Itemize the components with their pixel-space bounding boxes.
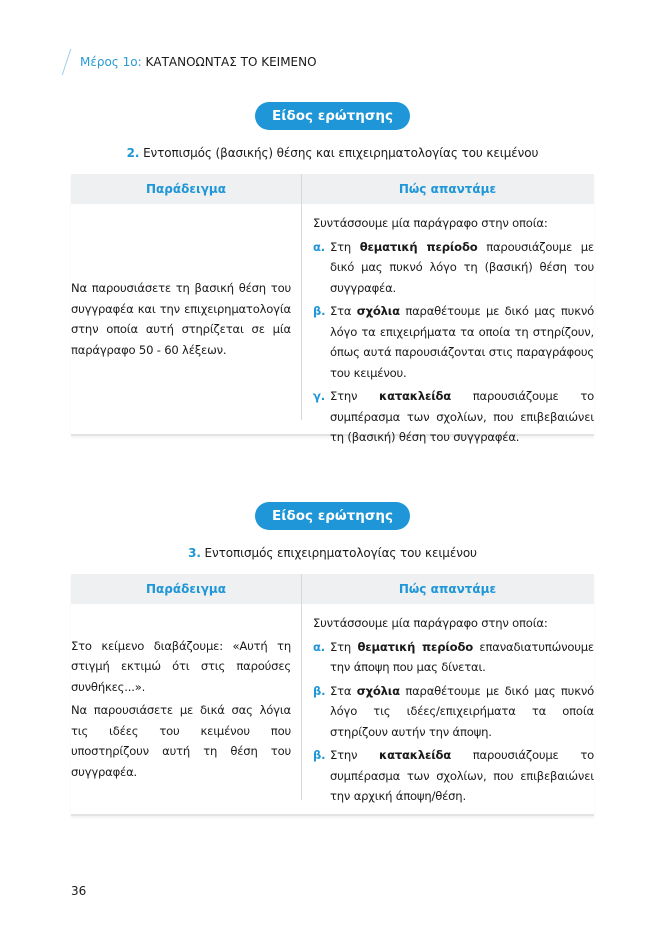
item-keyword: σχόλια (356, 683, 400, 698)
question-type-badge: Είδος ερώτησης (255, 102, 410, 130)
running-header (60, 48, 317, 76)
column-divider (301, 574, 302, 800)
item-pre: Στην (330, 389, 380, 403)
method-table (71, 174, 595, 444)
section-title-text: Εντοπισμός (βασικής) θέσης και επιχειρηματολογίας του κειμένου (139, 146, 539, 160)
question-type-badge: Είδος ερώτησης (255, 502, 410, 530)
question-type-section-3 (71, 502, 594, 816)
item-pre: Στην (330, 748, 380, 762)
item-post: παραθέτουμε με δικό μας πυκνό λόγο τις ιδέες/επιχειρήματα τα οποία στηρίζουν αυτήν την άποψη. (330, 683, 594, 739)
item-pre: Στα (330, 304, 357, 318)
item-pre: Στα (330, 683, 357, 698)
section-title-text: Εντοπισμός επιχειρηματολογίας του κειμένου (200, 546, 477, 560)
example-cell (71, 204, 301, 434)
answer-cell (301, 604, 594, 814)
section-title (71, 546, 594, 560)
table-header (71, 174, 594, 204)
answer-intro: Συντάσσουμε μία παράγραφο στην οποία: (313, 216, 548, 230)
item-marker: β. (313, 683, 326, 698)
header-part: Μέρος 1ο: (80, 55, 142, 69)
item-marker: α. (313, 639, 325, 654)
section-number: 3. (188, 546, 201, 560)
column-header-how-to-answer: Πώς απαντάμε (398, 582, 497, 596)
header-text (80, 55, 317, 69)
item-marker: β. (313, 304, 326, 318)
example-paragraph: Στο κείμενο διαβάζουμε: «Αυτή τη στιγμή εκτιμώ ότι στις παρούσες συνθήκες...». (71, 638, 291, 694)
column-header-example: Παράδειγμα (146, 182, 226, 196)
answer-cell (301, 204, 595, 444)
method-table (71, 574, 594, 816)
section-title (71, 146, 594, 160)
item-post: επαναδιατυπώνουμε την άποψη που μας δίνεται. (330, 639, 594, 674)
section-number: 2. (126, 146, 140, 160)
column-header-how-to-answer: Πώς απαντάμε (398, 182, 497, 196)
item-post: παρουσιάζουμε το συμπέρασμα των σχολίων, που επιβεβαιώνει την αρχική άποψη/θέση. (330, 748, 594, 803)
example-text (71, 278, 291, 360)
answer-item (313, 301, 594, 383)
header-title: ΚΑΤΑΝΟΩΝΤΑΣ ΤΟ ΚΕΙΜΕΝΟ (141, 55, 317, 69)
item-post: παρουσιάζουμε με δικό μας πυκνό λόγο τη (βασική) θέση του συγγραφέα. (330, 239, 594, 295)
item-keyword: θεματική περίοδο (359, 239, 478, 254)
answer-item (313, 237, 594, 299)
page-number: 36 (71, 884, 87, 898)
item-pre: Στη (330, 239, 360, 254)
example-cell (71, 604, 301, 814)
item-marker: α. (313, 239, 325, 254)
item-keyword: θεματική περίοδο (357, 639, 473, 654)
table-row (71, 604, 594, 814)
table-header (71, 574, 594, 604)
column-header-example: Παράδειγμα (146, 582, 226, 596)
item-marker: β. (313, 748, 326, 762)
answer-item (313, 745, 594, 807)
header-slash-decoration (60, 49, 74, 75)
item-post: παρουσιάζουμε το συμπέρασμα των σχολίων, που επιβεβαιώνει τη (βασική) θέση του συγγραφέα. (330, 389, 594, 444)
item-post: παραθέτουμε με δικό μας πυκνό λόγο τα επιχειρήματα τα οποία τη στηρίζουν, όπως αυτά παρουσιάζονται στις παραγράφους του κειμένου. (330, 304, 595, 380)
item-marker: γ. (313, 389, 325, 403)
answer-item (313, 637, 594, 678)
example-paragraph: Να παρουσιάσετε με δικά σας λόγια τις ιδέες του κειμένου που υποστηρίζουν αυτή τη θέση του συγγραφέα. (71, 703, 291, 779)
item-keyword: κατακλείδα (379, 748, 452, 762)
column-divider (301, 174, 302, 420)
question-type-section-2 (71, 102, 595, 444)
answer-intro: Συντάσσουμε μία παράγραφο στην οποία: (313, 616, 548, 630)
example-text (71, 636, 291, 783)
answer-item (313, 681, 594, 743)
example-paragraph: Να παρουσιάσετε τη βασική θέση του συγγραφέα και την επιχειρηματολογία στην οποία αυτή στηρίζεται σε μία παράγραφο 50 - 60 λέξεων. (71, 281, 291, 357)
item-pre: Στη (330, 639, 358, 654)
table-row (71, 204, 595, 444)
item-keyword: σχόλια (356, 304, 400, 318)
item-keyword: κατακλείδα (379, 389, 452, 403)
answer-item (313, 386, 594, 448)
